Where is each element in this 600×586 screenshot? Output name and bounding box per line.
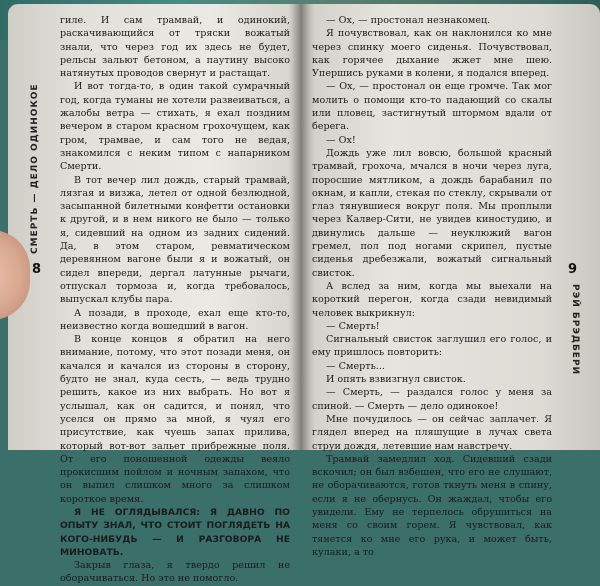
paragraph: Я НЕ ОГЛЯДЫВАЛСЯ: Я ДАВНО ПО ОПЫТУ ЗНАЛ, ЧТО СТОИТ ПОГЛЯДЕТЬ НА КОГО-НИБУДЬ — И РАЗГОВОРА НЕ МИНОВАТЬ.: [60, 506, 290, 558]
right-margin: [564, 94, 586, 424]
right-page-text: [312, 14, 552, 559]
paragraph: Трамвай замедлил ход. Сидевший сзади вскочил; он был взбешен, что его не слушают, не оборачиваются, готов ткнуть меня в спину, если я не обернусь. Он жаждал, чтобы его увидели. Ему не терпелось обрушиться на меня со своим горем. Я чувствовал, как тянется ко мне его рука, и может быть, кулаки, а то: [312, 453, 552, 558]
right-page-number: 9: [568, 262, 578, 277]
left-page-number: 8: [32, 262, 42, 277]
paragraph: — Смерть, — раздался голос у меня за спиной. — Смерть — дело одинокое!: [312, 387, 552, 412]
book-gutter: [292, 4, 310, 450]
right-page: [300, 4, 600, 558]
paragraph: — Смерть!: [326, 320, 380, 332]
paragraph: Дождь уже лил вовсю, большой красный трамвай, грохоча, мчался в ночи через луга, поросшие мятликом, а дождь барабанил по окнам, и капли, стекая по стеклу, скрывали от глаз тянувшиеся вокруг поля. Мы проплыли через Калвер-Сити, не увидев киностудию, и двинулись дальше — неуклюжий вагон гремел, пол под ногами скрипел, пустые сиденья дребезжали, вожатый сигнальный свисток.: [312, 147, 552, 279]
paragraph: — Ох, — простонал незнакомец.: [326, 15, 491, 26]
left-page-text: [60, 14, 290, 586]
right-running-head: РЭЙ БРЭДБЕРИ: [570, 284, 580, 376]
left-running-head: СМЕРТЬ — ДЕЛО ОДИНОКОЕ: [30, 83, 40, 254]
paragraph: В конце концов я обратил на него внимание, потому, что этот позади меня, он качался и качался из стороны в сторону, будто не знал, куда сесть, — ведь трудно решить, какое из них выбрать. Но вот я услышал, как он садится, и понял, что уселся он прямо за мной, я чуял его присутствие, как чуешь запах прилива, который вот-вот зальет прибрежные поля. От его поношенной одежды веяло прокисшим пойлом и ночным запахом, что он выпил слишком много за слишком короткое время.: [60, 334, 290, 505]
paragraph: Закрыв глаза, я твердо решил не оборачиваться. Но это не помогло.: [60, 560, 290, 585]
paragraph: гиле. И сам трамвай, и одинокий, раскачивающийся от тряски вожатый знали, что через год их здесь не будет, рельсы зальют бетоном, а паутину высоко натянутых проводов свернут и растащат.: [60, 15, 290, 80]
paragraph: В тот вечер лил дождь, старый трамвай, лязгая и визжа, летел от одной безлюдной, засыпанной билетными конфетти остановки к другой, и в нем никого не было — только я, сидевший на одном из задних сидений. Да, в этом старом, ревматическом деревянном вагоне были я и вожатый, он сидел впереди, дергал латунные рычаги, отпускал тормоза и, когда требовалось, выпускал клубы пара.: [60, 174, 290, 306]
paragraph: А позади, в проходе, ехал еще кто-то, неизвестно когда вошедший в вагон.: [60, 307, 290, 332]
left-margin: [30, 84, 52, 414]
paragraph: — Смерть...: [326, 360, 385, 372]
paragraph: — Ох, — простонал он еще громче. Так мог молить о помощи кто-то падающий со скалы или пловец, застигнутый штормом вдали от берега.: [312, 81, 552, 133]
paragraph: И опять взвизгнул свисток.: [326, 374, 466, 386]
paragraph: И вот тогда-то, в один такой сумрачный год, когда туманы не хотели развеиваться, а жалобы ветра — стихать, я ехал поздним вечером в старом красном грохочущем, как гром, трамвае, и сам того не ведая, знакомился с неким типом с напарником Смерти.: [60, 81, 290, 173]
paragraph: Я почувствовал, как он наклонился ко мне через спинку моего сиденья. Почувствовал, как горячее дыхание жжет мне шею. Упершись руками в колени, я подался вперед.: [312, 28, 552, 80]
paragraph: Мне почудилось — он сейчас заплачет. Я глядел вперед на пляшущие в лучах света струи дождя, летевшие нам навстречу.: [312, 413, 552, 452]
open-book: [8, 4, 600, 585]
paragraph: А вслед за ним, когда мы выехали на короткий перегон, когда сзади невидимый человек выкрикнул:: [312, 280, 552, 319]
paragraph: — Ох!: [326, 134, 356, 146]
paragraph: Сигнальный свисток заглушил его голос, и ему пришлось повторить:: [312, 334, 552, 359]
left-page: [8, 4, 300, 585]
